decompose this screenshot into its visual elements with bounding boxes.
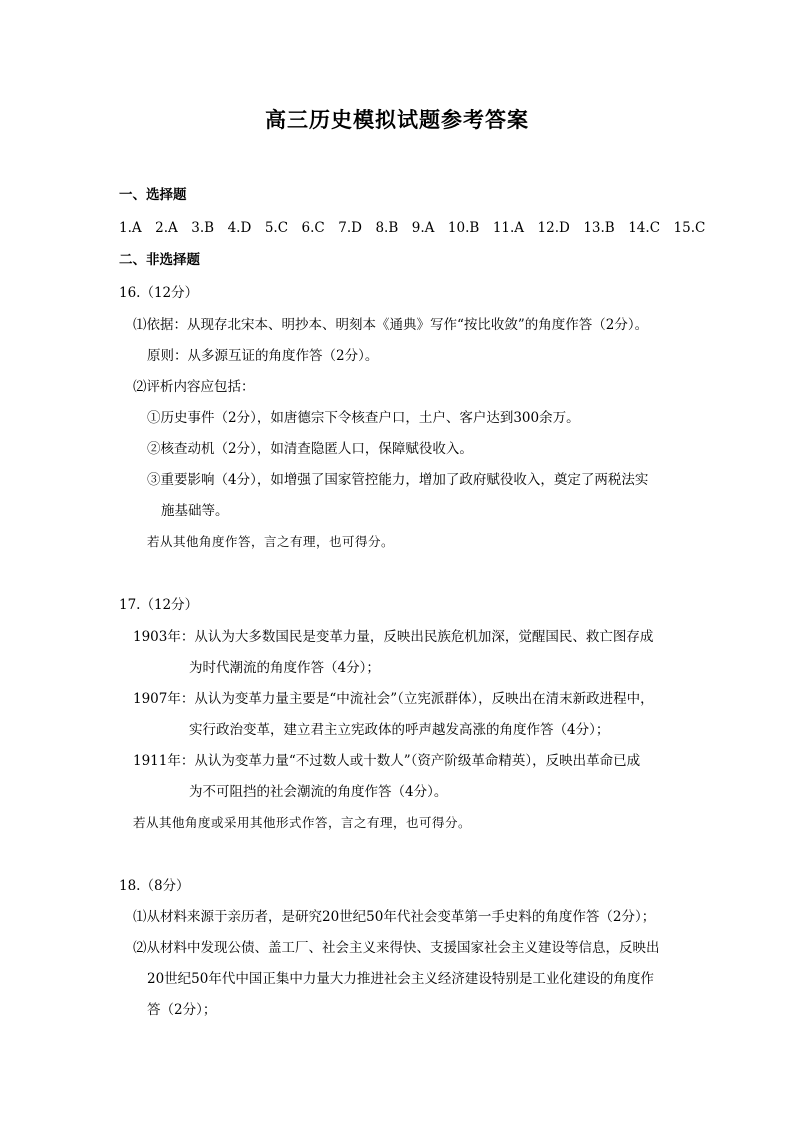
choice-answer: 8.B (375, 220, 399, 236)
q18-part2-line2: 20世纪50年代中国正集中力量大力推进社会主义经济建设特别是工业化建设的角度作 (147, 971, 654, 987)
q16-part1-line1: ⑴依据：从现存北宋本、明抄本、明刻本《通典》写作“按比收敛”的角度作答（2分）。 (133, 317, 649, 333)
choice-answer: 10.B (447, 220, 480, 236)
q18-part2-line1: ⑵从材料中发现公债、盖工厂、社会主义来得快、支援国家社会主义建设等信息，反映出 (133, 940, 660, 956)
q16-note: 若从其他角度作答，言之有理，也可得分。 (147, 534, 395, 549)
choice-answer: 5.C (264, 220, 289, 236)
choice-answer: 15.C (673, 220, 706, 236)
choice-answer: 13.B (583, 220, 615, 236)
choice-answers (119, 218, 719, 238)
q17-note: 若从其他角度或采用其他形式作答，言之有理，也可得分。 (133, 815, 472, 830)
q17-1911-line2: 为不可阻挡的社会潮流的角度作答（4分）。 (189, 784, 448, 800)
q17-1911-line1: 1911年：从认为变革力量“不过数人或十数人”（资产阶级革命精英），反映出革命已成 (133, 753, 641, 769)
choice-answer: 3.B (191, 220, 215, 236)
choice-answer: 7.D (338, 220, 362, 236)
choice-answer: 6.C (301, 220, 325, 236)
q16-item3-line2: 施基础等。 (161, 503, 229, 519)
q17-1903-line2: 为时代潮流的角度作答（4分）； (189, 660, 380, 676)
page-title: 高三历史模拟试题参考答案 (265, 108, 529, 132)
q16-item1: ①历史事件（2分），如唐德宗下令核查户口，土户、客户达到300余万。 (147, 410, 580, 426)
q16-part1-line2: 原则：从多源互证的角度作答（2分）。 (147, 348, 379, 364)
q16-item2: ②核查动机（2分），如清查隐匿人口，保障赋役收入。 (147, 441, 473, 457)
q18-header: 18.（8分） (119, 878, 190, 894)
q17-1907-line2: 实行政治变革，建立君主立宪政体的呼声越发高涨的角度作答（4分）； (189, 722, 610, 738)
q18-part2-line3: 答（2分）； (147, 1002, 217, 1018)
choice-answer: 9.A (411, 220, 435, 236)
q16-part2-intro: ⑵评析内容应包括： (133, 379, 255, 395)
choice-answer: 4.D (227, 220, 252, 236)
q16-header: 16.（12分） (119, 285, 199, 301)
choice-answer: 1.A (119, 220, 142, 236)
choice-answer: 12.D (537, 220, 570, 236)
q17-1903-line1: 1903年：从认为大多数国民是变革力量，反映出民族危机加深，觉醒国民、救亡图存成 (133, 629, 654, 645)
q18-part1: ⑴从材料来源于亲历者，是研究20世纪50年代社会变革第一手史料的角度作答（2分）； (133, 909, 656, 925)
q16-item3-line1: ③重要影响（4分），如增强了国家管控能力，增加了政府赋役收入，奠定了两税法实 (147, 472, 649, 488)
q17-header: 17.（12分） (119, 597, 199, 613)
choice-answer: 14.C (628, 220, 661, 236)
q17-1907-line1: 1907年：从认为变革力量主要是“中流社会”（立宪派群体），反映出在清末新政进程中， (133, 691, 654, 707)
section-heading-nonchoice: 二、非选择题 (119, 252, 200, 268)
choice-answer: 11.A (492, 220, 525, 236)
section-heading-choice: 一、选择题 (119, 187, 187, 203)
choice-answer: 2.A (155, 220, 178, 236)
